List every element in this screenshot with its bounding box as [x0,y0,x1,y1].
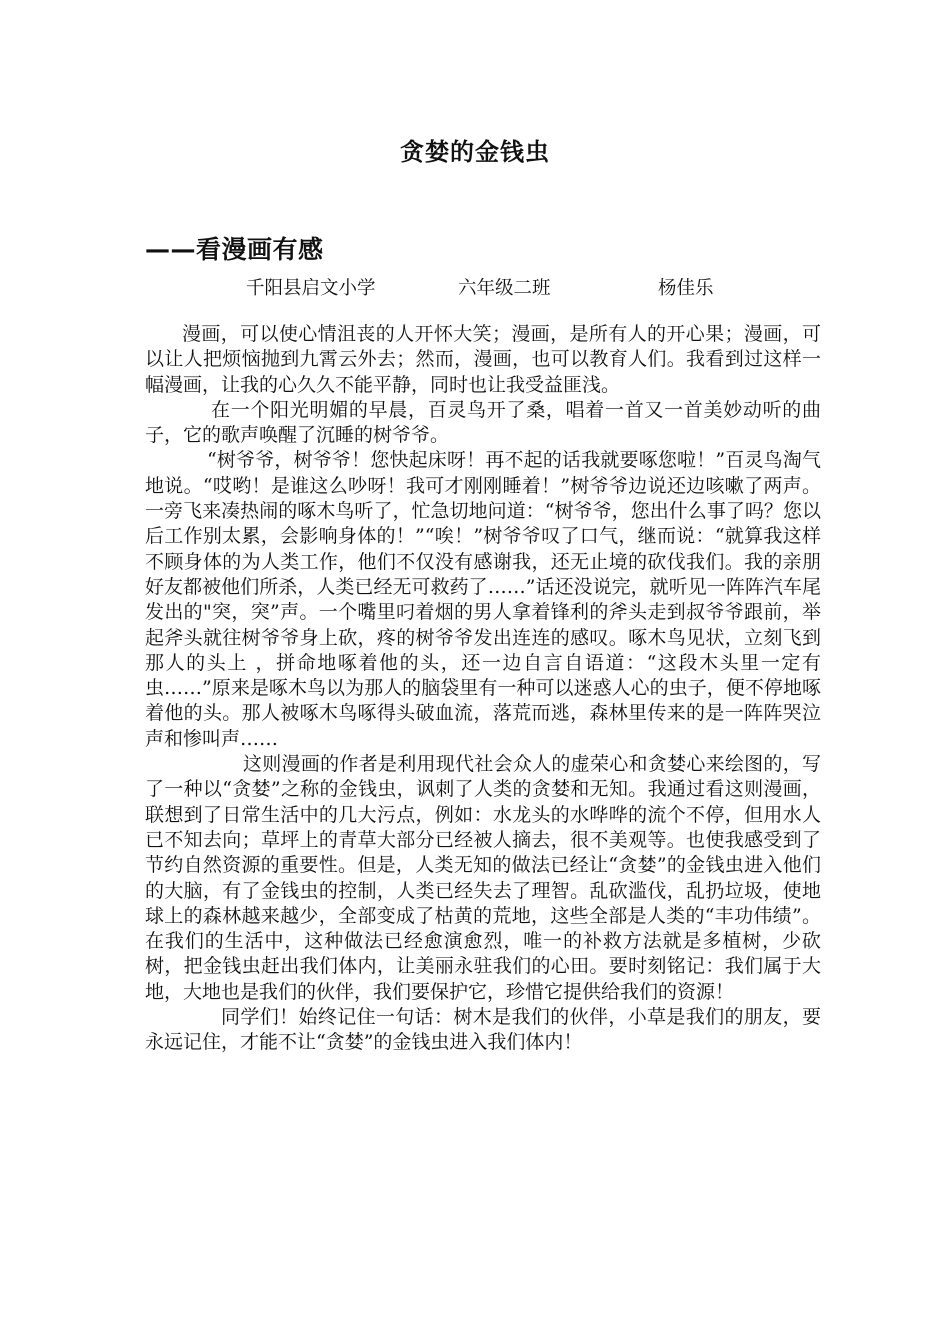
paragraph-intro: 漫画，可以使心情沮丧的人开怀大笑；漫画，是所有人的开心果；漫画，可以让人把烦恼抛到九霄云外去；然而，漫画，也可以教育人们。我看到过这样一幅漫画，让我的心久久不能平静，同时也让我受益匪浅。 [145,323,821,396]
byline-class: 六年级二班 [458,278,551,299]
byline-school: 千阳县启文小学 [246,278,376,299]
paragraph-morning: 在一个阳光明媚的早晨，百灵鸟开了桑，唱着一首又一首美妙动听的曲子，它的歌声唤醒了沉睡的树爷爷。 [145,398,821,447]
paragraph-reflection: 这则漫画的作者是利用现代社会众人的虚荣心和贪婪心来绘图的，写了一种以“贪婪”之称的金钱虫，讽刺了人类的贪婪和无知。我通过看这则漫画，联想到了日常生活中的几大污点，例如：水龙头的水哗哗的流个不停，但用水人已不知去向；草坪上的青草大部分已经被人摘去，很不美观等。也使我感受到了节约自然资源的重要性。但是，人类无知的做法已经让“贪婪”的金钱虫进入他们的大脑，有了金钱虫的控制，人类已经失去了理智。乱砍滥伐，乱扔垃圾，使地球上的森林越来越少，全部变成了枯黄的荒地，这些全部是人类的“丰功伟绩”。在我们的生活中，这种做法已经愈演愈烈，唯一的补救方法就是多植树，少砍树，把金钱虫赶出我们体内，让美丽永驻我们的心田。要时刻铭记：我们属于大地，大地也是我们的伙伴，我们要保护它，珍惜它提供给我们的资源！ [145,753,821,1003]
byline-author: 杨佳乐 [658,278,714,299]
document-subtitle: ——看漫画有感 [145,235,324,264]
paragraph-story: “树爷爷，树爷爷！您快起床呀！再不起的话我就要啄您啦！”百灵鸟淘气地说。“哎哟！是谁这么吵呀！我可才刚刚睡着！”树爷爷边说还边咳嗽了两声。一旁飞来凑热闹的啄木鸟听了，忙急切地问道：“树爷爷，您出什么事了吗？您以后工作别太累，会影响身体的！”“唉！”树爷爷叹了口气，继而说：“就算我这样不顾身体的为人类工作，他们不仅没有感谢我，还无止境的砍伐我们。我的亲朋好友都被他们所杀，人类已经无可救药了……”话还没说完，就听见一阵阵汽车尾发出的"突，突”声。一个嘴里叼着烟的男人拿着锋利的斧头走到叔爷爷跟前，举起斧头就往树爷爷身上砍，疼的树爷爷发出连连的感叹。啄木鸟见状，立刻飞到那人的头上 ，拼命地啄着他的头，还一边自言自语道：“这段木头里一定有虫……”原来是啄木鸟以为那人的脑袋里有一种可以迷惑人心的虫子，便不停地啄着他的头。那人被啄木鸟啄得头破血流，落荒而逃，森林里传来的是一阵阵哭泣声和惨叫声…… [145,449,821,750]
document-title: 贪婪的金钱虫 [400,138,550,166]
article-body [145,322,821,1056]
paragraph-conclusion: 同学们！始终记住一句话：树木是我们的伙伴，小草是我们的朋友，要永远记住，才能不让“贪婪”的金钱虫进入我们体内！ [145,1006,821,1054]
